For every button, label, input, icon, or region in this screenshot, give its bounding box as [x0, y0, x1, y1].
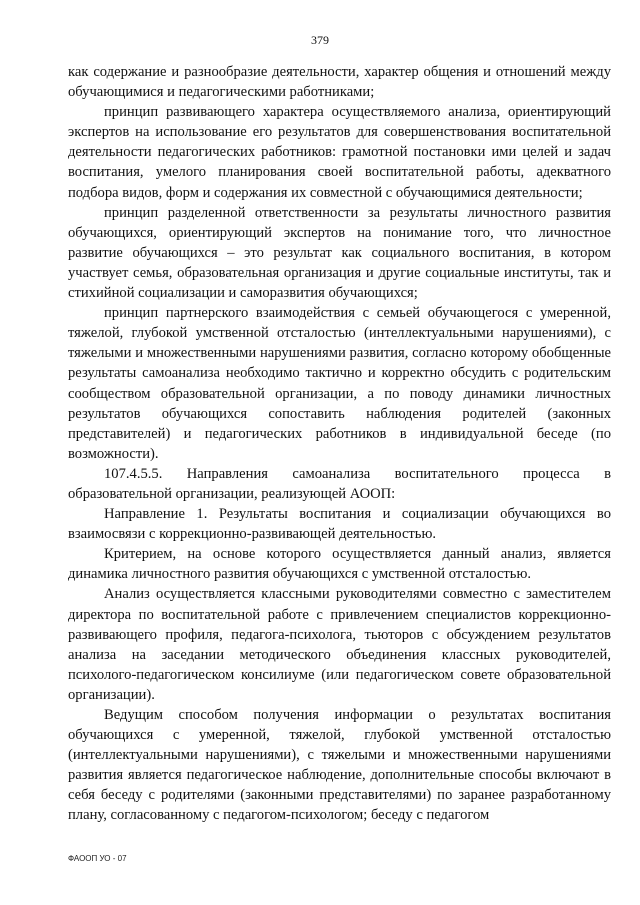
- paragraph-analysis-process: Анализ осуществляется классными руководителями совместно с заместителем директора по воспитательной работе с привлечением специалистов коррекционно-развивающего профиля, педагога-психолога, тьюторов с обсуждением результатов анализа на заседании методического объединения классных руководителей, психолого-педагогическом консилиуме (или педагогическом совете образовательной организации).: [68, 586, 611, 703]
- paragraph-direction-1: Направление 1. Результаты воспитания и социализации обучающихся во взаимосвязи с коррекционно-развивающей деятельностью.: [68, 506, 611, 543]
- section-heading-107-4-5-5: 107.4.5.5. Направления самоанализа воспитательного процесса в образовательной организации, реализующей АООП:: [68, 465, 611, 502]
- page-number: 379: [311, 33, 329, 47]
- paragraph-continuation: как содержание и разнообразие деятельности, характер общения и отношений между обучающимися и педагогическими работниками;: [68, 64, 611, 101]
- paragraph-developmental-principle: принцип развивающего характера осуществляемого анализа, ориентирующий экспертов на использование его результатов для совершенствования воспитательной деятельности педагогических работников: грамотной постановки ими целей и задач воспитания, умелого планирования своей воспитательной работы, адекватного подбора видов, форм и содержания их совместной с обучающимися деятельности;: [68, 104, 611, 201]
- paragraph-shared-responsibility-principle: принцип разделенной ответственности за результаты личностного развития обучающихся, ориентирующий экспертов на понимание того, что личностное развитие обучающихся – это результат как социального воспитания, в котором участвует семья, образовательная организация и другие социальные институты, так и стихийной социализации и саморазвития обучающихся;: [68, 204, 611, 302]
- paragraph-leading-method: Ведущим способом получения информации о результатах воспитания обучающихся с умеренной, тяжелой, глубокой умственной отсталостью (интеллектуальными нарушениями), с тяжелыми и множественными нарушениями развития является педагогическое наблюдение, дополнительные способы включают в себя беседу с родителями (законными представителями) по заранее разработанному плану, согласованному с педагогом-психологом; беседу с педагогом: [68, 707, 611, 824]
- paragraph-criterion: Критерием, на основе которого осуществляется данный анализ, является динамика личностного развития обучающихся с умственной отсталостью.: [68, 546, 611, 583]
- paragraph-partnership-principle: принцип партнерского взаимодействия с семьей обучающегося с умеренной, тяжелой, глубокой умственной отсталостью (интеллектуальными нарушениями), с тяжелыми и множественными нарушениями развития, согласно которому обобщенные результаты самоанализа необходимо тактично и корректно обсудить с родительским сообществом образовательной организации, а по поводу динамики личностных результатов обучающихся сопоставить наблюдения родителей (законных представителей) и педагогических работников в индивидуальной беседе (по возможности).: [68, 305, 611, 462]
- footer-document-code: ФАООП УО - 07: [68, 854, 127, 863]
- document-body: [68, 62, 611, 826]
